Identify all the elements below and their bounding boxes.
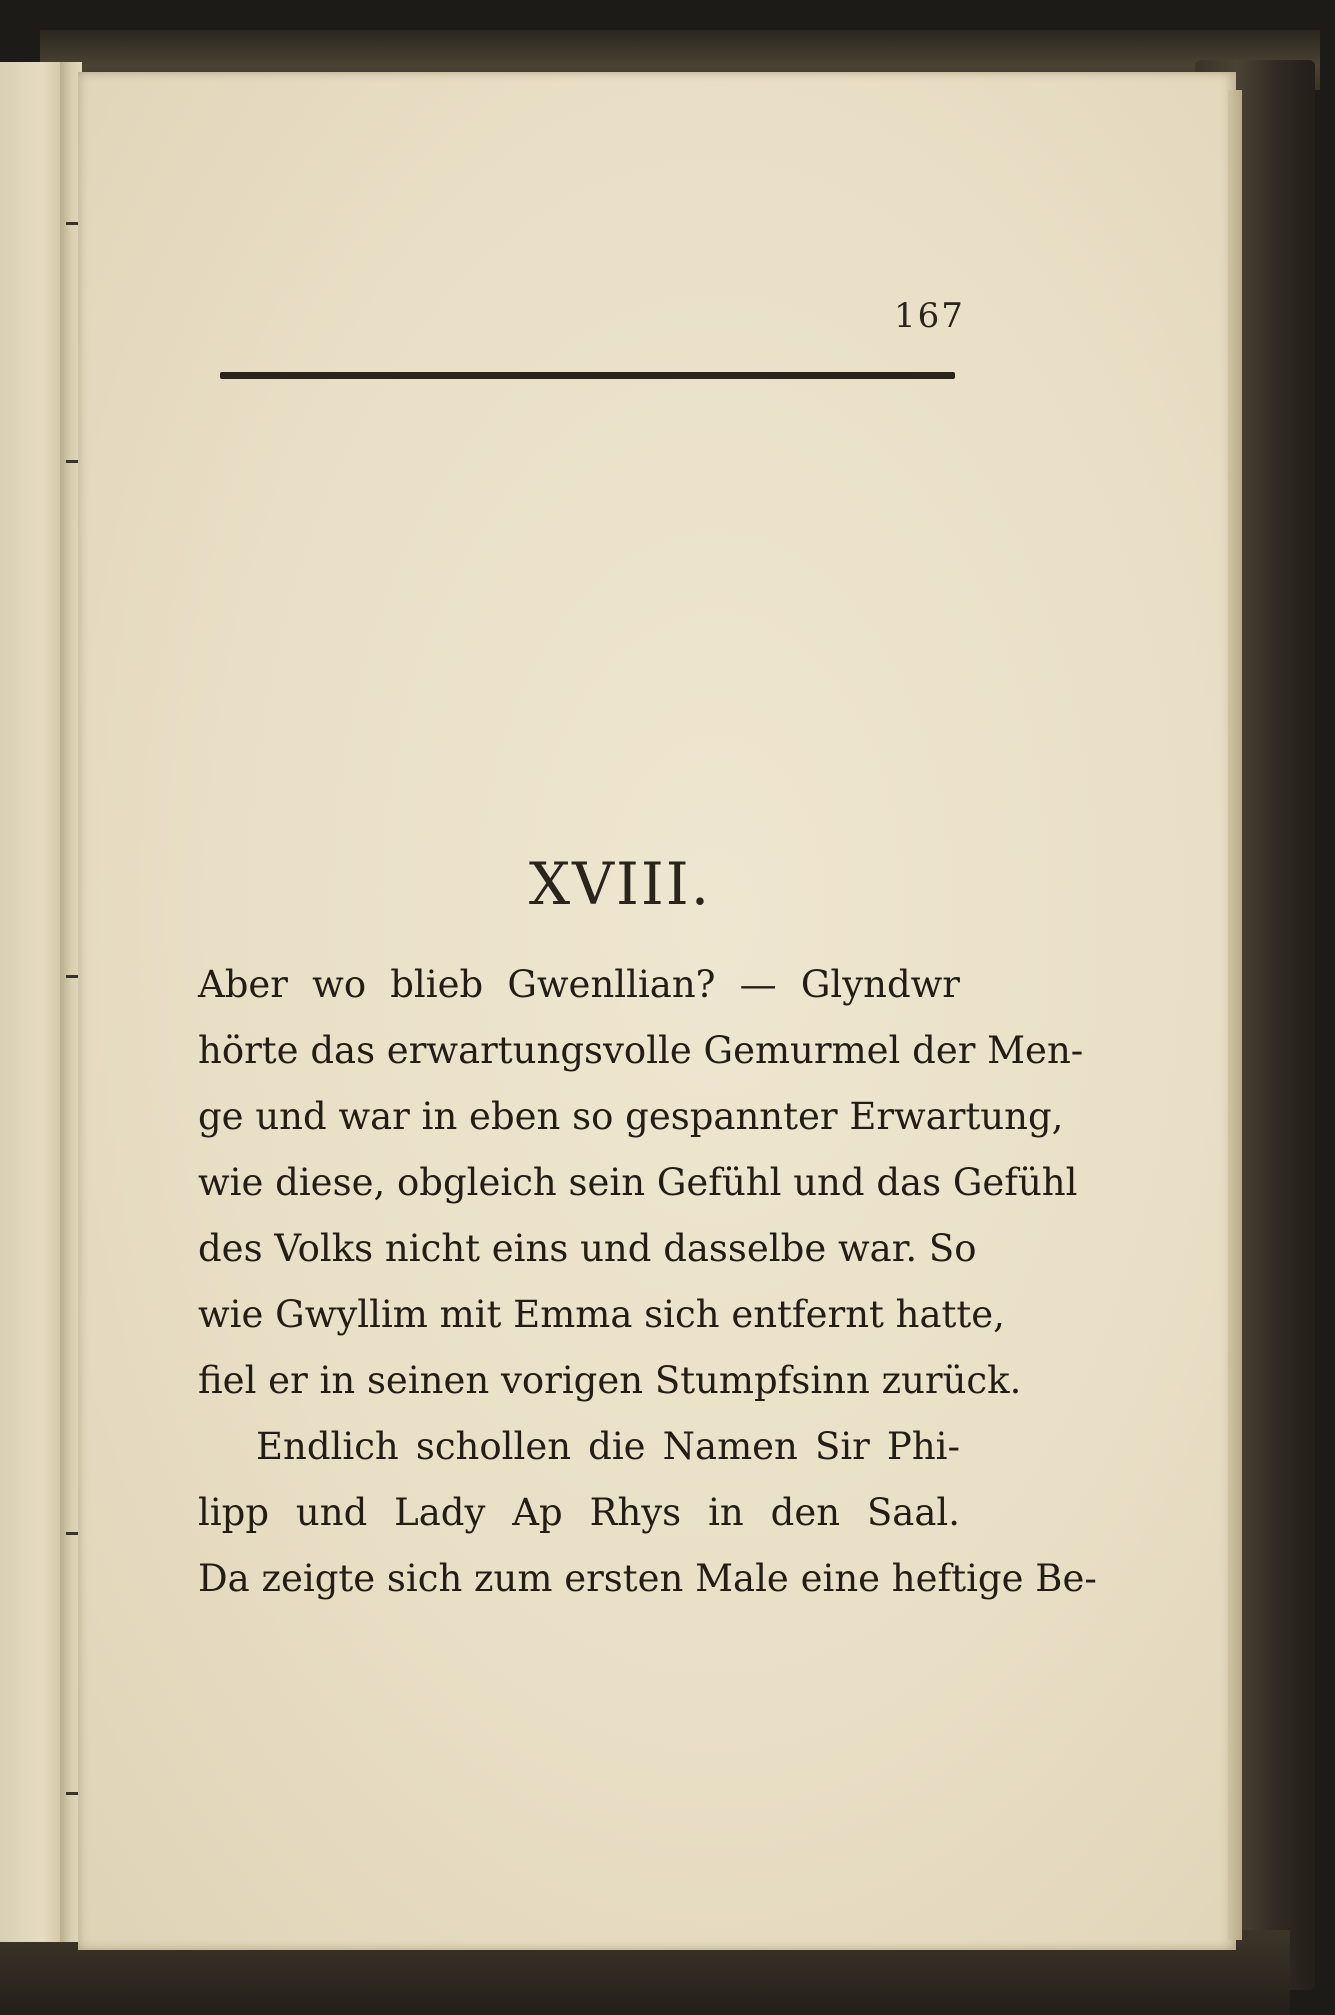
text-line: des Volks nicht eins und dasselbe war. So xyxy=(198,1227,977,1270)
text-line: wie diese, obgleich sein Gefühl und das Gefühl xyxy=(198,1161,1078,1204)
text-line: lipp und Lady Ap Rhys in den Saal. xyxy=(198,1491,960,1534)
text-line: fiel er in seinen vorigen Stumpfsinn zurück. xyxy=(198,1359,1022,1402)
binding-stitch xyxy=(66,1532,78,1535)
text-line: hörte das erwartungsvolle Gemurmel der Men- xyxy=(198,1029,1084,1072)
page-fore-edge xyxy=(1228,90,1242,1940)
text-line: wie Gwyllim mit Emma sich entfernt hatte, xyxy=(198,1293,1005,1336)
text-line: Da zeigte sich zum ersten Male eine heftige Be- xyxy=(198,1557,1097,1600)
text-line: Endlich schollen die Namen Sir Phi- xyxy=(256,1425,960,1468)
chapter-heading: XVIII. xyxy=(528,850,712,918)
binding-stitch xyxy=(66,1792,78,1795)
body-text xyxy=(198,952,1097,1612)
binding-stitch xyxy=(66,975,78,978)
binding-stitch xyxy=(66,460,78,463)
page-number: 167 xyxy=(894,296,965,336)
text-line: ge und war in eben so gespannter Erwartung, xyxy=(198,1095,1064,1138)
header-rule xyxy=(220,372,955,379)
text-line: Aber wo blieb Gwenllian? — Glyndwr xyxy=(198,963,960,1006)
binding-stitch xyxy=(66,222,78,225)
